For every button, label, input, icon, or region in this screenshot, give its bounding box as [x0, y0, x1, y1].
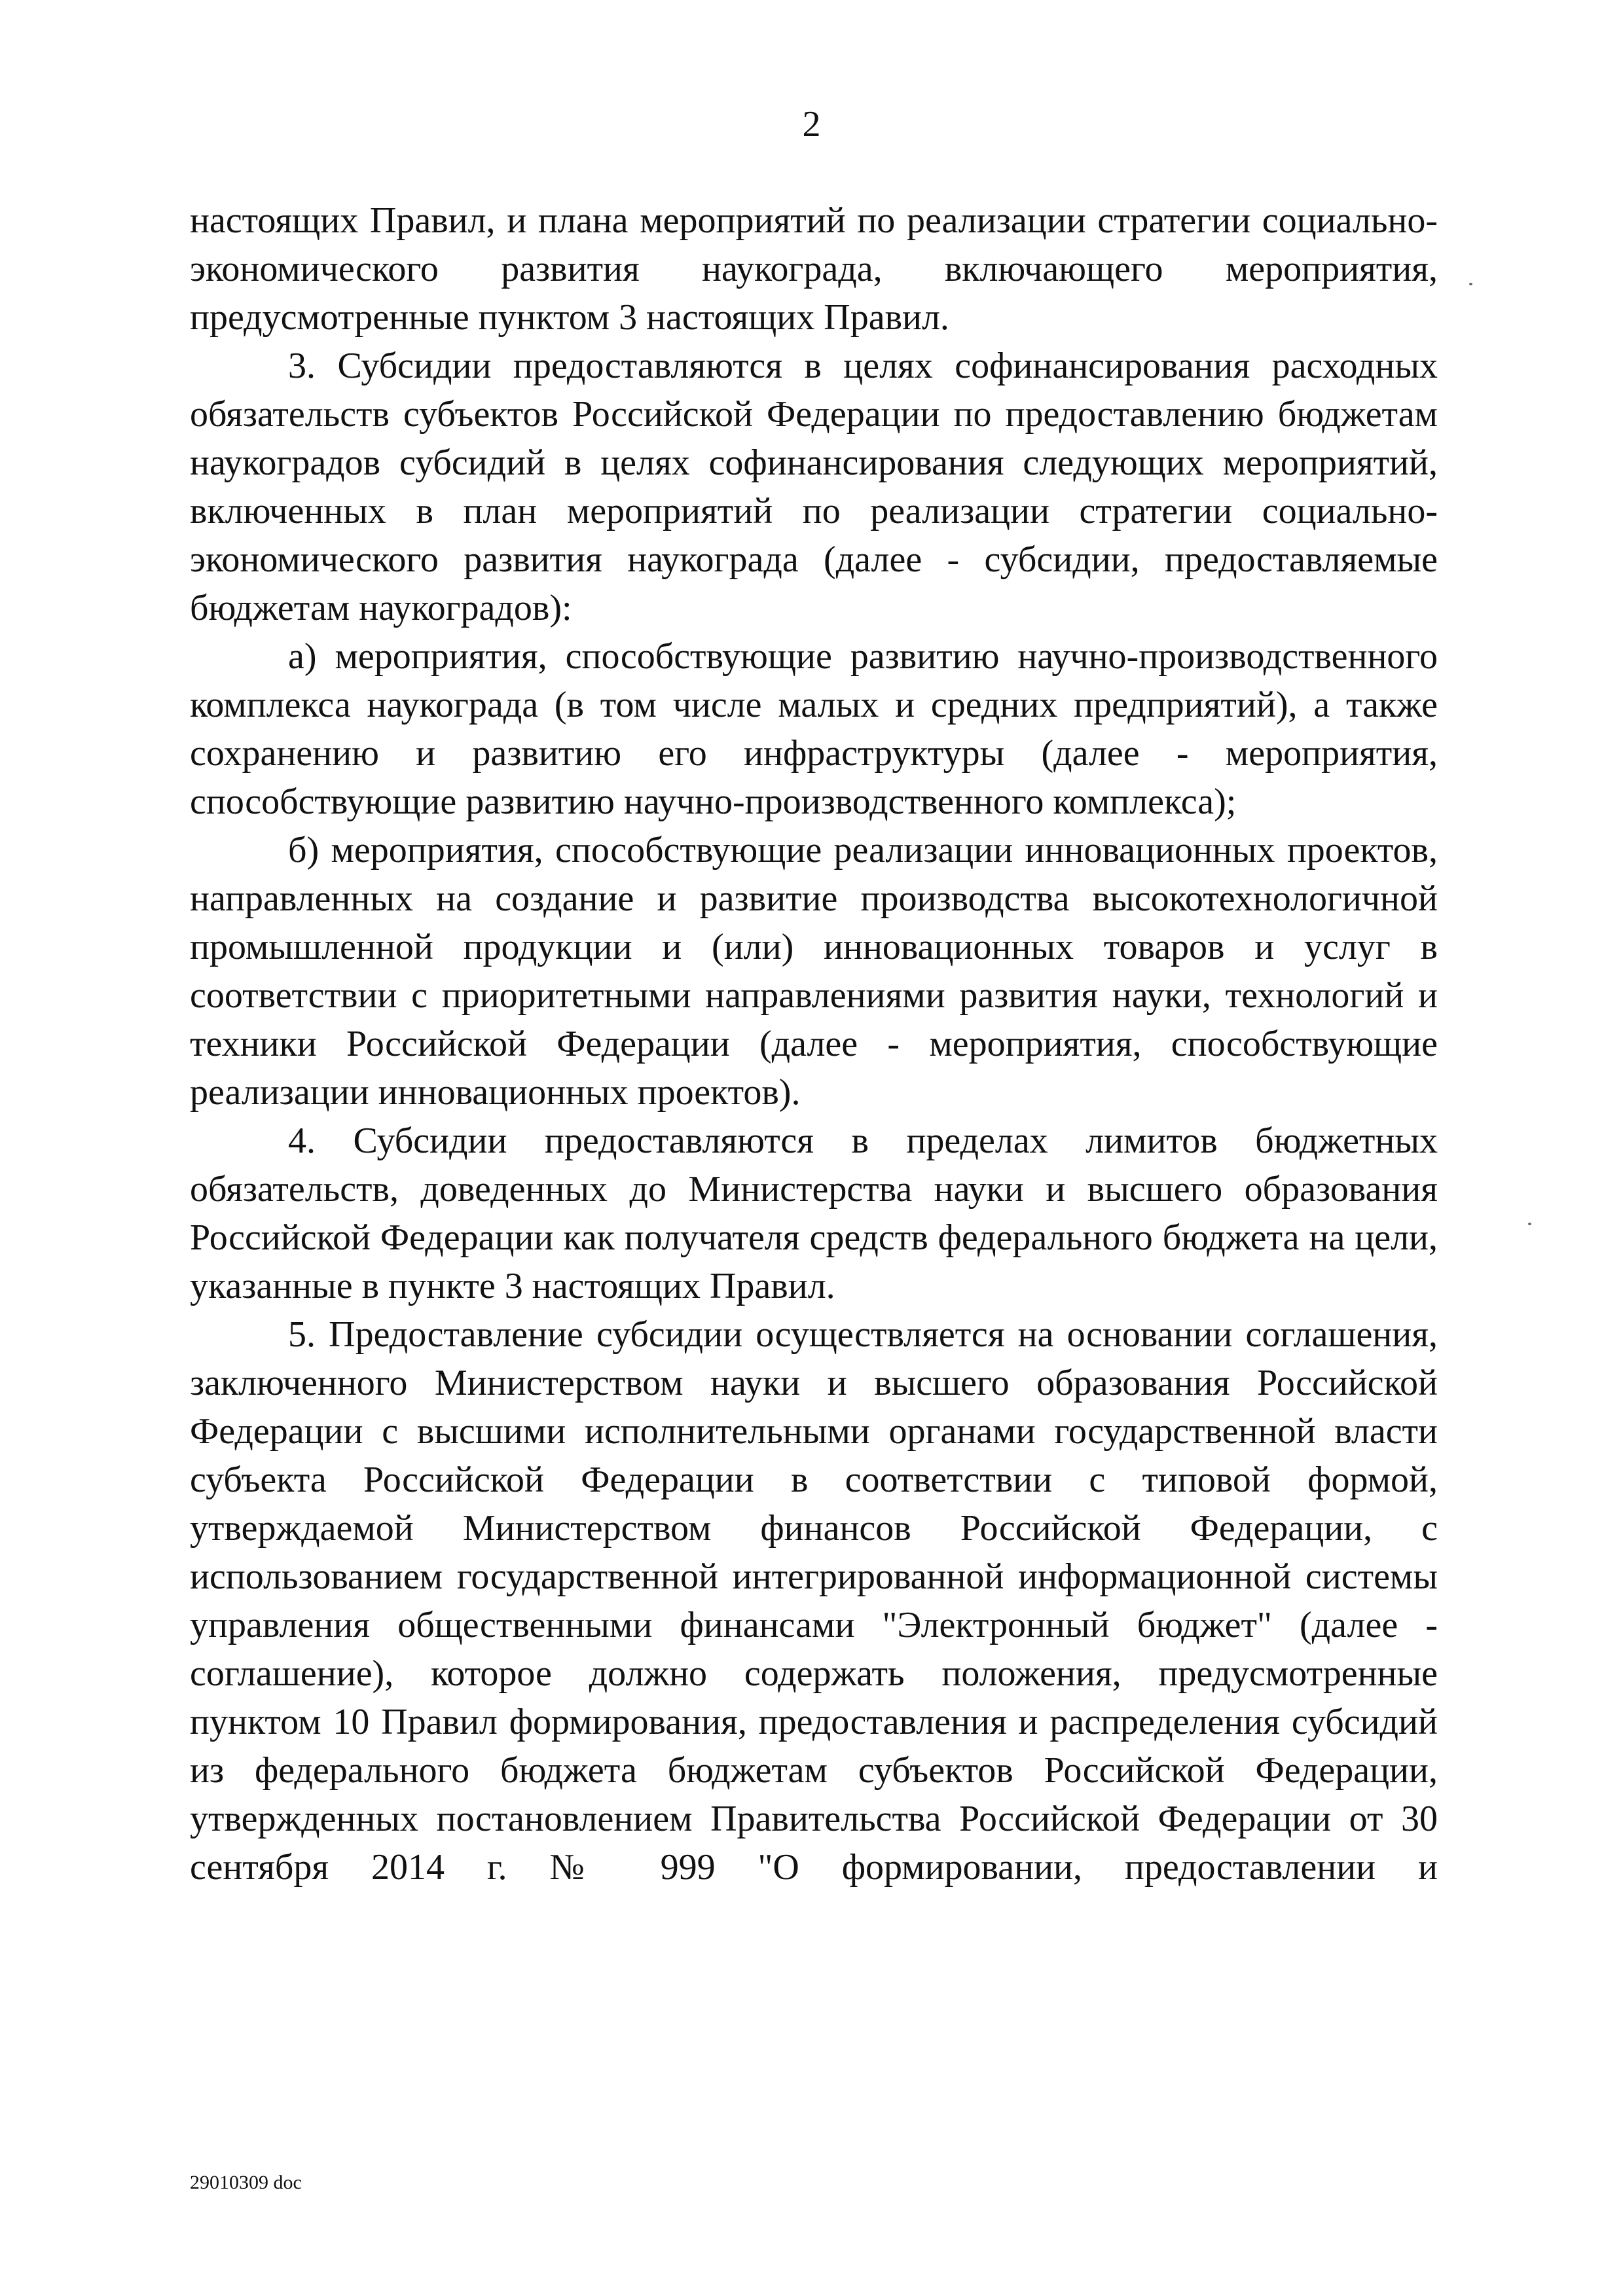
scan-speck	[1528, 1223, 1531, 1225]
paragraph-clause-5: 5. Предоставление субсидии осуществляется на основании соглашения, заключенного Министерством науки и высшего образования Российской Федерации с высшими исполнительными органами государственной власти субъекта Российской Федерации в соответствии с типовой формой, утверждаемой Министерством финансов Российской Федерации, с использованием государственной интегрированной информационной системы управления общественными финансами "Электронный бюджет" (далее - соглашение), которое должно содержать положения, предусмотренные пунктом 10 Правил формирования, предоставления и распределения субсидий из федерального бюджета бюджетам субъектов Российской Федерации, утвержденных постановлением Правительства Российской Федерации от 30 сентября 2014 г. № 999 "О формировании, предоставлении и	[190, 1314, 1438, 1888]
paragraph-clause-4: 4. Субсидии предоставляются в пределах лимитов бюджетных обязательств, доведенных до Министерства науки и высшего образования Российской Федерации как получателя средств федерального бюджета на цели, указанные в пункте 3 настоящих Правил.	[190, 1121, 1438, 1306]
paragraph-continuation: настоящих Правил, и плана мероприятий по реализации стратегии социально-экономического развития наукограда, включающего мероприятия, предусмотренные пунктом 3 настоящих Правил.	[190, 200, 1438, 338]
document-body	[190, 196, 1438, 1892]
scan-speck	[1469, 283, 1472, 285]
page-number: 2	[802, 104, 821, 145]
paragraph-clause-3b: б) мероприятия, способствующие реализации инновационных проектов, направленных на создание и развитие производства высокотехнологичной промышленной продукции и (или) инновационных товаров и услуг в соответствии с приоритетными направлениями развития науки, технологий и техники Российской Федерации (далее - мероприятия, способствующие реализации инновационных проектов).	[190, 830, 1438, 1113]
paragraph-clause-3a: а) мероприятия, способствующие развитию научно-производственного комплекса наукограда (в том числе малых и средних предприятий), а также сохранению и развитию его инфраструктуры (далее - мероприятия, способствующие развитию научно-производственного комплекса);	[190, 636, 1438, 822]
document-code-footer: 29010309 doc	[190, 2172, 302, 2193]
paragraph-clause-3: 3. Субсидии предоставляются в целях софинансирования расходных обязательств субъектов Российской Федерации по предоставлению бюджетам наукоградов субсидий в целях софинансирования следующих мероприятий, включенных в план мероприятий по реализации стратегии социально-экономического развития наукограда (далее - субсидии, предоставляемые бюджетам наукоградов):	[190, 346, 1438, 628]
